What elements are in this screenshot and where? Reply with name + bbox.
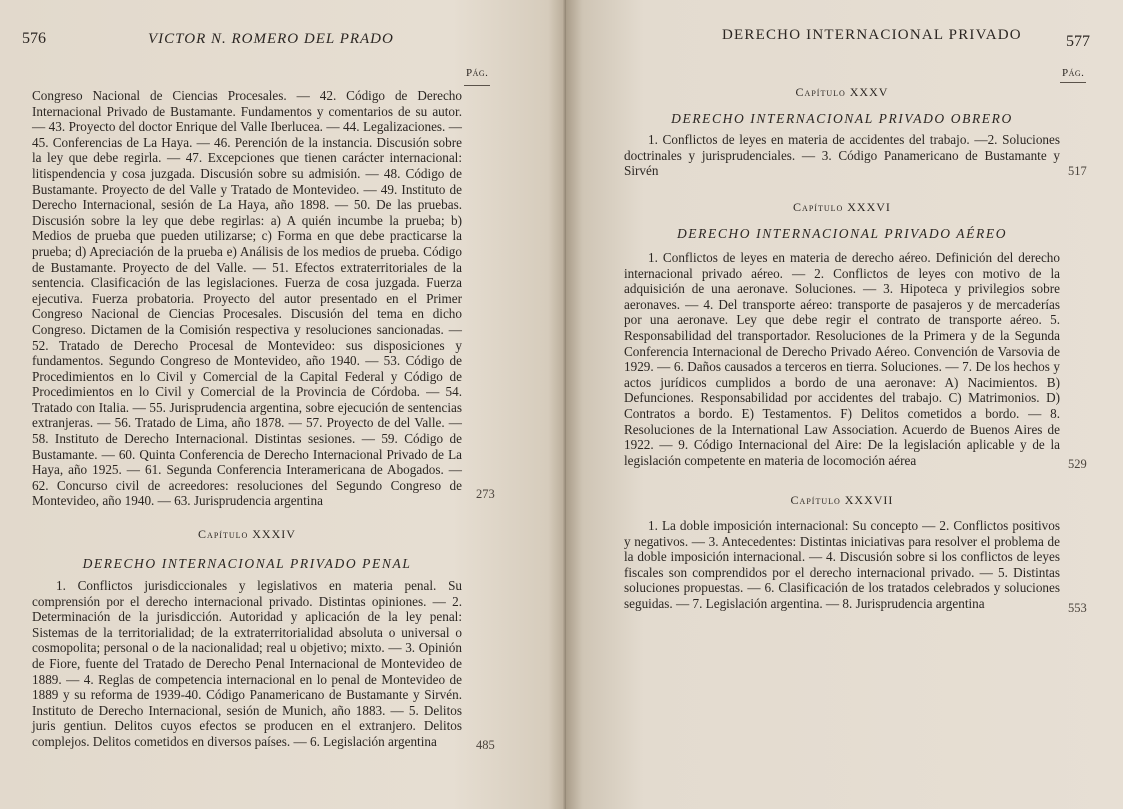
continuation-paragraph: Congreso Nacional de Ciencias Procesales. — 42. Código de Derecho Internacional Privado de Bustamante. Fundamentos y comentarios de su autor. — 43. Proyecto del doctor Enrique del Valle Iberlucea. — 44. Legalizaciones. — 45. Conferencias de La Haya. — 46. Perención de la instancia. Discusión sobre la ley que debe regirla. — 47. Excepciones que tienen carácter internacional: litispendencia y cosa juzgada. Discusión sobre su admisión. — 48. Código de Bustamante. Proyecto de del Valle y Tratado de Montevideo. — 49. Instituto de Derecho Internacional, sesión de La Haya, año 1898. — 50. De las pruebas. Discusión sobre la ley que debe regirlas: a) A quién incumbe la prueba; b) Medios de prueba que pueden utilizarse; c) Forma en que debe practicarse la prueba; d) Apreciación de la prueba e) Análisis de los medios de prueba. Código de Bustamante. Proyecto de del Valle. — 51. Efectos extraterritoriales de la sentencia. Clasificación de las legislaciones. Fuerza de cosa juzgada. Fuerza ejecutiva. Fuerza probatoria. Proyecto del autor presentado en el Primer Congreso Nacional de Ciencias Procesales. Discusión del tema en dicho Congreso. Dictamen de la Comisión respectiva y resoluciones sancionadas. — 52. Tratado de Derecho Procesal de Montevideo: sus disposiciones y fundamentos. Segundo Congreso de Montevideo, año 1940. — 53. Código de Procedimientos en lo Civil y Comercial de la Capital Federal y Código de Procedimientos en lo Civil y Comercial de la Provincia de Córdoba. — 54. Tratado con Italia. — 55. Jurisprudencia argentina, sobre ejecución de sentencias extranjeras. — 56. Tratado de Lima, año 1878. — 57. Proyecto de del Valle. — 58. Instituto de Derecho Internacional. Distintas sesiones. — 59. Código de Bustamante. — 60. Quinta Conferencia de Derecho Internacional Privado de La Haya, año 1925. — 61. Segunda Conferencia Interamericana de Abogados. — 62. Concurso civil de acreedores: resoluciones del Segundo Congreso de Montevideo, año 1940. — 63. Jurisprudencia argentina [32, 88, 462, 509]
chapter-36-heading [624, 200, 1060, 242]
chapter-34-paragraph: 1. Conflictos jurisdiccionales y legislativos en materia penal. Su comprensión por el derecho internacional privado. Distintas opiniones. — 2. Determinación de la jurisdicción. Autoridad y aplicación de la ley penal: Sistemas de la territorialidad; de la extraterritorialidad absoluta o universal o cosmopolita; personal o de la nacionalidad; real u objetivo; mixto. — 3. Opinión de Fiore, fuente del Tratado de Derecho Penal Internacional de Montevideo de 1889. — 4. Reglas de competencia internacional en lo penal de Montevideo de 1889 y su reforma de 1939-40. Código Panamericano de Bustamante y Sirvén. Instituto de Derecho Internacional, sesión de Munich, año 1883. — 5. Delitos juris gentiun. Delitos cuyos efectos se producen en el extranjero. Delitos complejos. Delitos cometidos en diversos países. — 6. Legislación argentina [32, 578, 462, 749]
chapter-35-paragraph: 1. Conflictos de leyes en materia de accidentes del trabajo. —2. Soluciones doctrinales y jurisprudenciales. — 3. Código Panamericano de Bustamante y Sirvén [624, 132, 1060, 179]
chapter-35-title: DERECHO INTERNACIONAL PRIVADO OBRERO [671, 111, 1013, 126]
left-running-head: VICTOR N. ROMERO DEL PRADO [148, 31, 394, 47]
left-continuation-block [32, 88, 462, 509]
chapter-37-body [624, 518, 1060, 612]
chapter-37-heading [624, 493, 1060, 508]
chapter-35-page-ref: 517 [1068, 164, 1087, 178]
chapter-37-paragraph: 1. La doble imposición internacional: Su concepto — 2. Conflictos positivos y negativos. — 3. Antecedentes: Distintas iniciativas para resolver el problema de la doble imposición internacional. — 4. Discusión sobre si los conflictos de leyes fiscales son comprendidos por el derecho internacional privado. — 5. Distintas soluciones propuestas. — 6. Clasificación de los tratados celebrados y soluciones seguidas. — 7. Legislación argentina. — 8. Jurisprudencia argentina [624, 518, 1060, 611]
chapter-36-paragraph: 1. Conflictos de leyes en materia de derecho aéreo. Definición del derecho internacional privado aéreo. — 2. Conflictos de leyes con motivo de la adquisición de una aeronave. Soluciones. — 3. Hipoteca y privilegios sobre aeronaves. — 4. Del transporte aéreo: transporte de pasajeros y de mercaderías por una aeronave. Ley que debe regir el contrato de transporte aéreo. 5. Responsabilidad del transportador. Resoluciones de la Primera y de la Segunda Conferencia Internacional de Derecho Privado Aéreo. Convención de Varsovia de 1929. — 6. Daños causados a terceros en tierra. Soluciones. — 7. De los hechos y actos jurídicos cumplidos a bordo de una aeronave: A) Nacimientos. B) Defunciones. Responsabilidad por accidentes del trabajo. C) Matrimonios. D) Contratos a bordo. E) Testamentos. F) Delitos cometidos a bordo. — 8. Resoluciones de la International Law Association. Acuerdo de Buenos Aires de 1922. — 9. Código Internacional del Aire: De la legislación aplicable y de la legislación competente en materia de locomoción aérea [624, 250, 1060, 468]
continuation-page-ref: 273 [476, 487, 495, 501]
right-pag-rule [1060, 82, 1086, 83]
right-pag-label: Pág. [1062, 67, 1085, 79]
chapter-35-label: Capítulo XXXV [795, 85, 889, 99]
chapter-36-title: DERECHO INTERNACIONAL PRIVADO AÉREO [676, 226, 1008, 241]
chapter-34-label: Capítulo XXXIV [198, 527, 296, 541]
left-page-number: 576 [22, 30, 46, 47]
right-running-head: DERECHO INTERNACIONAL PRIVADO [722, 27, 1022, 43]
right-page-number: 577 [1066, 33, 1090, 50]
chapter-34-heading [32, 527, 462, 572]
left-pag-rule [464, 85, 490, 86]
chapter-36-page-ref: 529 [1068, 457, 1087, 471]
right-page [566, 0, 1123, 809]
chapter-36-label: Capítulo XXXVI [793, 200, 891, 214]
chapter-34-title: DERECHO INTERNACIONAL PRIVADO PENAL [82, 556, 412, 571]
chapter-34-body [32, 578, 462, 750]
left-pag-label: Pág. [466, 67, 489, 79]
chapter-37-page-ref: 553 [1068, 601, 1087, 615]
chapter-35-heading [624, 85, 1060, 127]
chapter-36-body [624, 250, 1060, 468]
chapter-34-page-ref: 485 [476, 738, 495, 752]
chapter-35-body [624, 132, 1060, 179]
chapter-37-label: Capítulo XXXVII [790, 493, 894, 507]
